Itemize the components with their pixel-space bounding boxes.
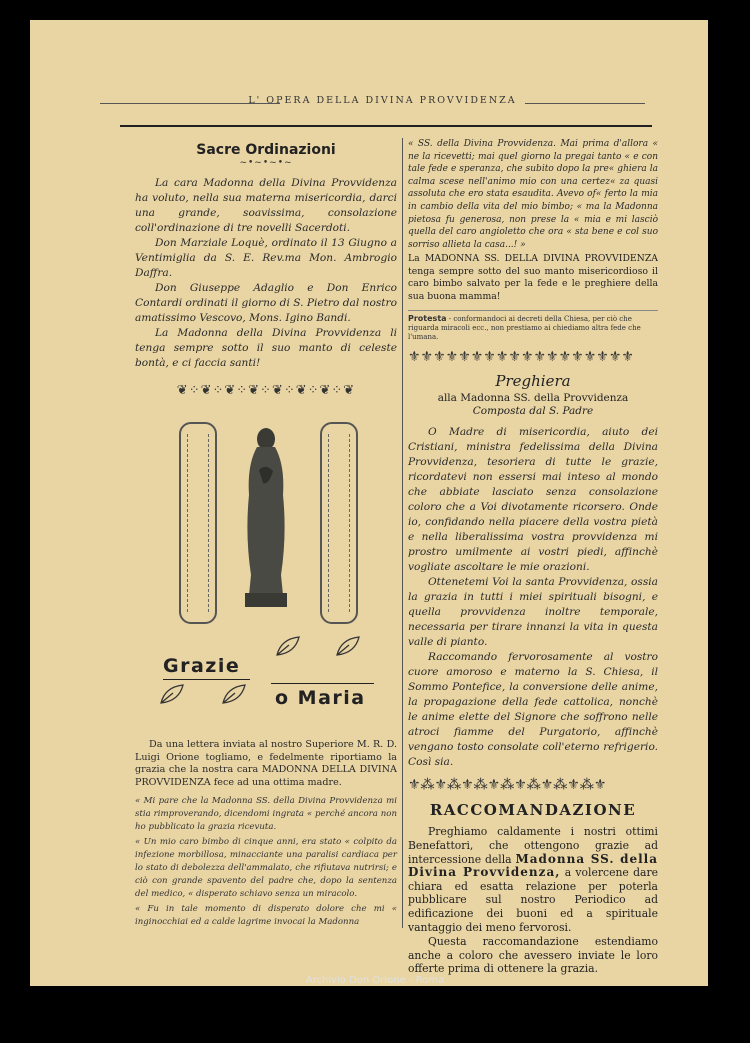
flourish: ~•~•~•~: [239, 158, 293, 168]
left-column: [135, 138, 397, 931]
raccomandazione-title: RACCOMANDAZIONE: [429, 801, 637, 820]
paragraph: La Madonna della Divina Provvidenza li tenga sempre sotto il suo manto di celeste bontà, e ci faccia santi!: [135, 327, 397, 369]
floral-frame-left: [179, 422, 217, 624]
running-head: [100, 93, 665, 115]
newspaper-page: [30, 20, 708, 986]
madonna-emphasis: Madonna SS. della Divina Provvidenza,: [408, 851, 659, 880]
archive-caption: Archivio Don Orione - Roma: [305, 975, 445, 986]
ornament-border: ⚜⁂⚜⁂⚜⁂⚜⁂⚜⁂⚜⁂⚜⁂⚜: [408, 777, 607, 794]
leaf-ornament-icon: [159, 683, 185, 705]
prayer-paragraph: Raccomando fervorosamente al vostro cuore amoroso e materno la S. Chiesa, il Sommo Pontefice, la conversione delle anime, la propagazione della fede cattolica, nonchè le anime elette del Signore che soffrono nelle atroci fiamme del Purgatorio, affinchè vengano tosto consolate coll'eterno refrigerio. Così sia.: [408, 651, 658, 769]
ornament-border: ⚜⚜⚜⚜⚜⚜⚜⚜⚜⚜⚜⚜⚜⚜⚜⚜⚜⚜: [408, 349, 634, 366]
raccom-paragraph: [408, 825, 658, 934]
raccom-text-b: a volercene dare chiara ed esatta relazione per poterla pubblicare sul nostro Periodico ad edificazione dei buoni ed a spirituale vantaggio dei meno fervorosi.: [408, 866, 658, 934]
grazie-intro: [135, 739, 397, 789]
top-rule: [120, 125, 652, 127]
leaf-ornament-icon: [221, 683, 247, 705]
prayer-paragraph: Ottenetemi Voi la santa Provvidenza, ossia la grazia in tutti i miei spirituali bisogni, e quella provvidenza inoltre temporale, necessaria per tirare innanzi la vita in questa valle di pianto.: [408, 576, 658, 649]
letter-continuation: « SS. della Divina Provvidenza. Mai prima d'allora « ne la ricevetti; mai quel giorno la pregai tanto « e con tale fede e speranza, che subito dopo la pre« ghiera la calma scese nell'animo mio con una certez« za quasi assoluta che ero stata esaudita. Avevo of« ferto la mia in cambio della vita del mio bimbo; « ma la Madonna pietosa fu generosa, non prese la « mia e mi lasciò quella del caro angioletto che ora « sta bene e col suo sorriso allieta la casa...! »: [408, 139, 658, 250]
intro-paragraph: Da una lettera inviata al nostro Superiore M. R. D. Luigi Orione togliamo, e fedelmente riportiamo la grazia che la nostra cara MADONNA DELLA DIVINA PROVVIDENZA fece ad una ottima madre.: [135, 739, 397, 788]
right-column: [408, 138, 658, 977]
ornament-divider: ❦⁘❦⁘❦⁘❦⁘❦⁘❦⁘❦⁘❦: [176, 383, 356, 398]
preghiera-author: Composta dal S. Padre: [472, 405, 594, 418]
raccom-text-a: Preghiamo caldamente i nostri ottimi Benefattori, che ottengono grazie ad intercessione della: [408, 825, 658, 866]
grazie-letter: [135, 795, 397, 929]
leaf-ornament-icon: [275, 635, 301, 657]
quote-paragraph: « Fu in tale momento di disperato dolore che mi « inginocchiai ed a calde lagrime invocai la Madonna: [135, 904, 397, 927]
paragraph: Don Giuseppe Adaglio e Don Enrico Contardi ordinati il giorno di S. Pietro dal nostro amatissimo Vescovo, Mons. Igino Bandi.: [135, 282, 397, 324]
running-head-title: L' OPERA DELLA DIVINA PROVVIDENZA: [248, 95, 517, 106]
ordinazioni-text: [135, 176, 397, 371]
protesta-note: [408, 310, 658, 342]
quote-paragraph: « Un mio caro bimbo di cinque anni, era stato « colpito da infezione morbillosa, minacciante una paralisi cardiaca per lo stato di debolezza dell'ammalato, che rifiutava nutrirsi; e ciò con grande spavento del padre che, dopo la sentenza del medico, « disperato schiavo senza un miracolo.: [135, 837, 397, 899]
closing-wish: La MADONNA SS. DELLA DIVINA PROVVIDENZA tenga sempre sotto del suo manto misericordioso il caro bimbo salvato per la fede e le preghiere della sua buona mamma!: [408, 253, 658, 302]
paragraph: La cara Madonna della Divina Provvidenza ha voluto, nella sua materna misericordia, darci una grande, soavissima, consolazione coll'ordinazione di tre novelli Sacerdoti.: [135, 177, 397, 234]
rule-right: [525, 103, 645, 104]
protesta-label: Protesta: [408, 314, 447, 324]
quote-paragraph: « Mi pare che la Madonna SS. della Divina Provvidenza mi stia rimproverando, dicendomi ingrata « perché ancora non ho pubblicato la grazia ricevuta.: [135, 796, 397, 832]
column-divider: [402, 138, 403, 928]
protesta-text: - conformandoci ai decreti della Chiesa, per ciò che riguarda miracoli ecc., non prestiamo ai chiediamo altra fede che l'umana.: [408, 315, 641, 342]
madonna-statue-image: [239, 425, 293, 609]
preghiera-subtitle: alla Madonna SS. della Provvidenza: [437, 392, 629, 405]
grazie-o-maria-title: [135, 635, 397, 709]
preghiera-title: Preghiera: [495, 372, 571, 391]
prayer-paragraph: O Madre di misericordia, aiuto dei Cristiani, ministra fedelissima della Divina Provvidenza, tesoriera di tutte le grazie, ricordatevi non essersi mai inteso al mondo che abbiate lasciato senza consolazione coloro che a Voi divotamente ricorsero. Onde io, confidando nella piacere della vostra pietà e nella liberalissima vostra provvidenza mi prostro umilmente ai vostri piedi, affinchè vogliate ascoltare le mie orazioni.: [408, 426, 658, 574]
raccom-paragraph: Questa raccomandazione estendiamo anche a coloro che avessero inviate le loro offerte prima di ottenere la grazia.: [408, 935, 658, 976]
grazie-word: Grazie: [163, 655, 241, 677]
sacre-ordinazioni-heading: Sacre Ordinazioni: [196, 142, 336, 158]
leaf-ornament-icon: [335, 635, 361, 657]
floral-frame-right: [320, 422, 358, 624]
madonna-photo: [135, 410, 397, 635]
preghiera-text: [408, 425, 658, 770]
paragraph: Don Marziale Loquè, ordinato il 13 Giugno a Ventimiglia da S. E. Rev.ma Mon. Ambrogio Daffra.: [135, 237, 397, 279]
maria-word: o Maria: [275, 687, 366, 709]
raccomandazione-text: [408, 825, 658, 976]
